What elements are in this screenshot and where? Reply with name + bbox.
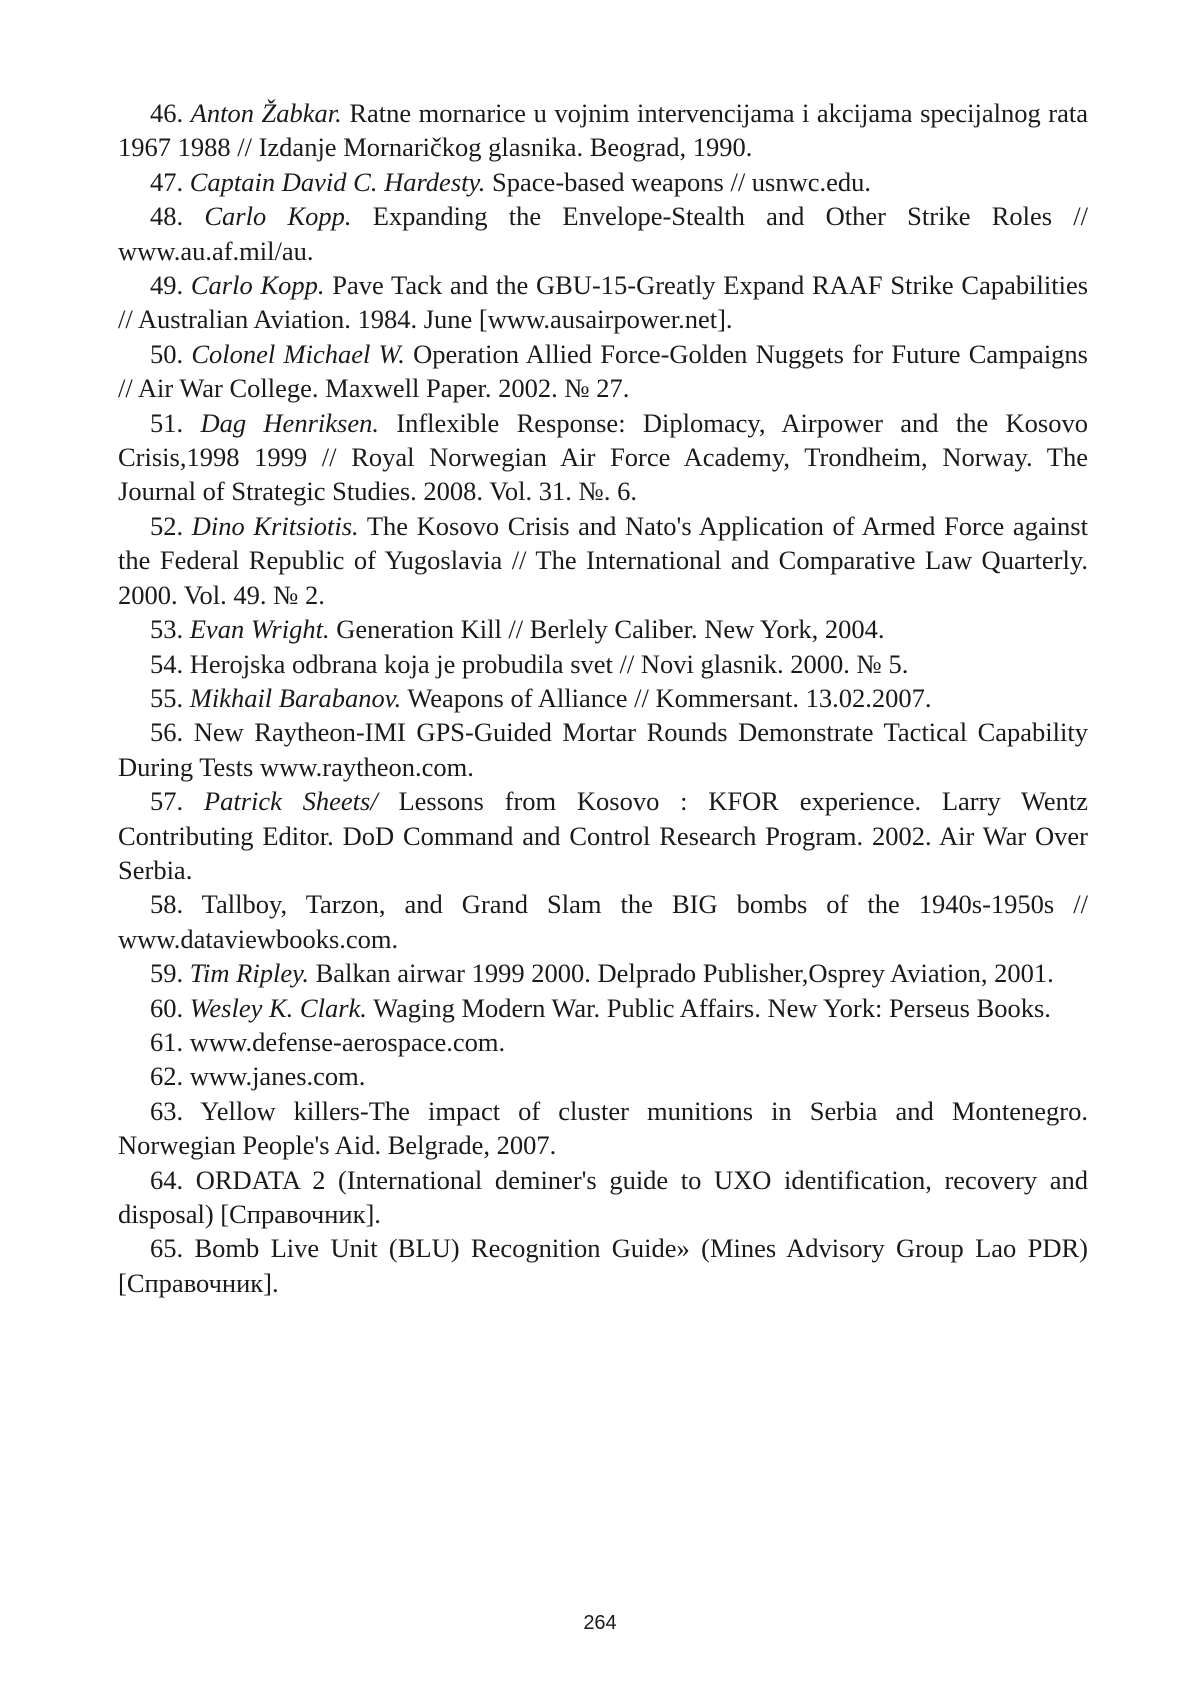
reference-text: Generation Kill // Berlely Caliber. New York, 2004.	[336, 614, 885, 645]
reference-text: Yellow killers-The impact of cluster munitions in Serbia and Montenegro. Norwegian People's Aid. Belgrade, 2007.	[118, 1095, 1088, 1161]
reference-item	[118, 1231, 1088, 1300]
reference-item	[118, 991, 1088, 1025]
reference-text: Balkan airwar 1999 2000. Delprado Publisher,Osprey Aviation, 2001.	[315, 958, 1054, 989]
reference-text: ORDATA 2 (International deminer's guide to UXO identification, recovery and disposal) [Справочник].	[118, 1164, 1088, 1229]
reference-author: Colonel Michael W.	[191, 338, 405, 369]
reference-item	[118, 887, 1088, 956]
reference-number: 59.	[150, 958, 184, 989]
reference-text: www.janes.com.	[189, 1061, 366, 1092]
reference-item	[118, 96, 1088, 165]
reference-number: 61.	[150, 1026, 184, 1057]
reference-author: Dino Kritsiotis.	[191, 510, 359, 541]
reference-number: 62.	[150, 1061, 184, 1092]
reference-number: 54.	[150, 648, 184, 679]
reference-text: Tallboy, Tarzon, and Grand Slam the BIG bombs of the 1940s-1950s // www.dataviewbooks.com.	[118, 889, 1088, 954]
reference-item	[118, 784, 1088, 887]
reference-item	[118, 647, 1088, 681]
reference-author: Captain David C. Hardesty.	[189, 166, 486, 197]
reference-text: Space-based weapons // usnwc.edu.	[492, 166, 872, 197]
reference-author: Evan Wright.	[189, 614, 330, 645]
reference-item	[118, 1094, 1088, 1163]
reference-item	[118, 1163, 1088, 1232]
reference-item	[118, 1059, 1088, 1093]
reference-list	[118, 96, 1088, 1300]
reference-number: 52.	[150, 510, 184, 541]
reference-text: Waging Modern War. Public Affairs. New York: Perseus Books.	[373, 992, 1051, 1023]
reference-number: 58.	[150, 889, 184, 920]
reference-text: Expanding the Envelope-Stealth and Other Strike Roles // www.au.af.mil/au.	[118, 201, 1089, 266]
reference-text: www.defense-aerospace.com.	[189, 1026, 506, 1057]
reference-text: Operation Allied Force-Golden Nuggets for Future Campaigns // Air War College. Maxwell Paper. 2002. № 27.	[118, 338, 1088, 404]
reference-number: 63.	[150, 1095, 184, 1126]
reference-number: 60.	[150, 992, 184, 1023]
reference-number: 50.	[150, 338, 184, 369]
reference-text: Lessons from Kosovo : KFOR experience. Larry Wentz Contributing Editor. DoD Command and Control Research Program. 2002. Air War Over Serbia.	[118, 786, 1089, 885]
reference-author: Dag Henriksen.	[200, 407, 379, 438]
reference-item	[118, 165, 1088, 199]
reference-author: Wesley K. Clark.	[189, 992, 367, 1023]
reference-text: Pave Tack and the GBU-15-Greatly Expand RAAF Strike Capabilities // Australian Aviation. 1984. June [www.ausairpower.net].	[118, 270, 1089, 335]
reference-author: Anton Žabkar.	[190, 98, 342, 128]
reference-number: 57.	[150, 786, 184, 817]
reference-item	[118, 681, 1088, 715]
reference-number: 51.	[150, 407, 184, 438]
reference-item	[118, 268, 1088, 337]
reference-author: Patrick Sheets/	[203, 786, 378, 817]
reference-item	[118, 956, 1088, 990]
reference-author: Carlo Kopp.	[204, 201, 352, 232]
reference-item	[118, 715, 1088, 784]
reference-number: 48.	[150, 201, 184, 232]
reference-item	[118, 1025, 1088, 1059]
reference-number: 64.	[150, 1164, 184, 1195]
reference-author: Carlo Kopp.	[190, 270, 325, 301]
reference-text: Weapons of Alliance // Kommersant. 13.02.2007.	[407, 682, 932, 713]
reference-number: 47.	[150, 166, 184, 197]
reference-text: Inflexible Response: Diplomacy, Airpower and the Kosovo Crisis,1998 1999 // Royal Norwegian Air Force Academy, Trondheim, Norway. The Journal of Strategic Studies. 2008. Vol. 31. №. 6.	[118, 407, 1088, 507]
reference-text: The Kosovo Crisis and Nato's Application of Armed Force against the Federal Republic of Yugoslavia // The International and Comparative Law Quarterly. 2000. Vol. 49. № 2.	[118, 510, 1088, 610]
reference-number: 65.	[150, 1233, 184, 1264]
reference-author: Mikhail Barabanov.	[189, 682, 402, 713]
reference-text: Bomb Live Unit (BLU) Recognition Guide» (Mines Advisory Group Lao PDR) [Справочник].	[118, 1233, 1089, 1298]
reference-item	[118, 337, 1088, 406]
reference-text: Ratne mornarice u vojnim intervencijama i akcijama specijalnog rata 1967 1988 // Izdanje Mornaričkog glasnika. Beograd, 1990.	[118, 98, 1089, 163]
page-number: 264	[583, 1612, 617, 1634]
reference-number: 56.	[150, 717, 184, 748]
reference-text: Herojska odbrana koja je probudila svet // Novi glasnik. 2000. № 5.	[189, 648, 909, 679]
reference-item	[118, 509, 1088, 612]
reference-number: 46.	[150, 98, 184, 128]
reference-number: 53.	[150, 614, 184, 645]
reference-item	[118, 612, 1088, 646]
reference-item	[118, 406, 1088, 509]
reference-author: Tim Ripley.	[189, 958, 309, 989]
reference-item	[118, 199, 1088, 268]
reference-number: 55.	[150, 682, 184, 713]
reference-number: 49.	[150, 270, 184, 301]
reference-text: New Raytheon-IMI GPS-Guided Mortar Rounds Demonstrate Tactical Capability During Tests www.raytheon.com.	[118, 717, 1089, 782]
